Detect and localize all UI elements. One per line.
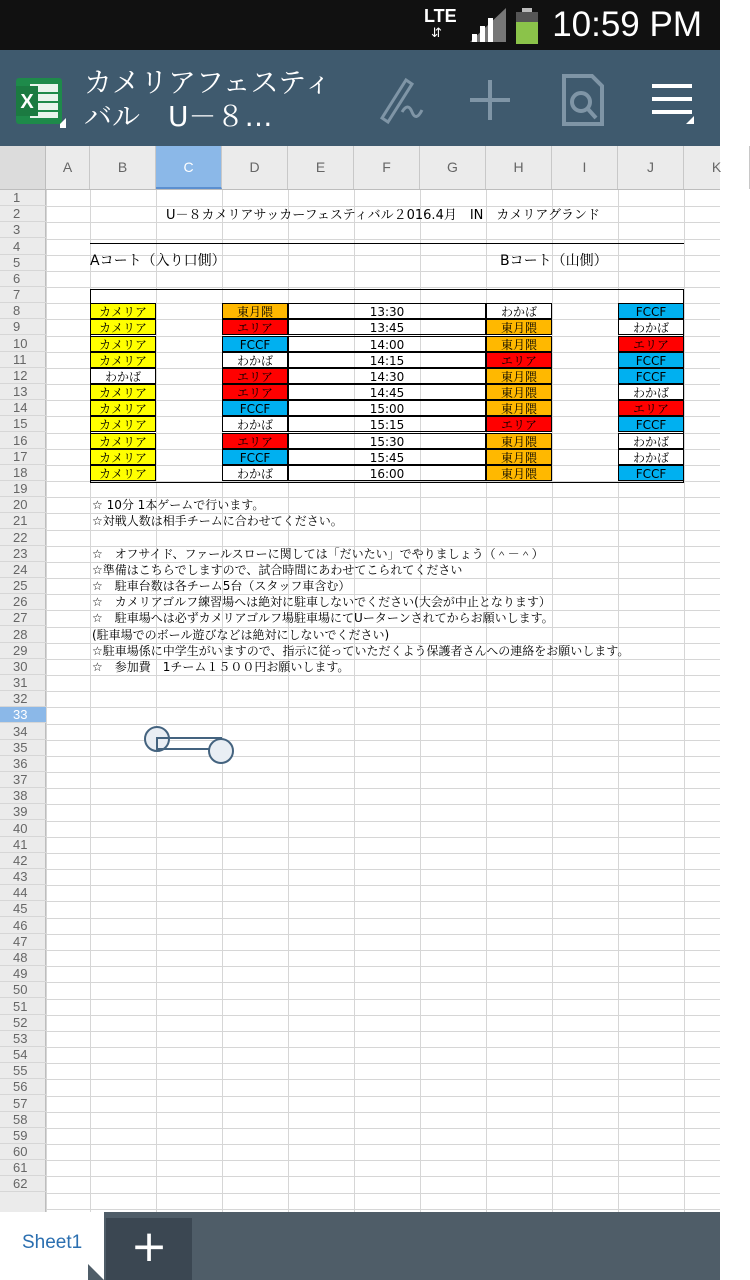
column-header-a[interactable]: A (46, 146, 90, 189)
row-header-15[interactable]: 15 (0, 416, 46, 432)
column-header-f[interactable]: F (354, 146, 420, 189)
row-header-25[interactable]: 25 (0, 578, 46, 594)
row-header-57[interactable]: 57 (0, 1096, 46, 1112)
row-header-46[interactable]: 46 (0, 918, 46, 934)
row-header-1[interactable]: 1 (0, 190, 46, 206)
team-cell[interactable]: カメリア (90, 465, 156, 481)
row-header-8[interactable]: 8 (0, 303, 46, 319)
column-header-j[interactable]: J (618, 146, 684, 189)
row-header-41[interactable]: 41 (0, 837, 46, 853)
data-activity-icon: ⇵ (431, 26, 442, 41)
team-cell[interactable]: エリア (222, 368, 288, 384)
column-header-i[interactable]: I (552, 146, 618, 189)
team-cell[interactable]: 東月隈 (486, 384, 552, 400)
row-header-18[interactable]: 18 (0, 465, 46, 481)
team-cell[interactable]: わかば (222, 465, 288, 481)
match-time[interactable]: 14:15 (288, 352, 486, 368)
team-cell[interactable]: エリア (222, 384, 288, 400)
team-cell[interactable]: わかば (222, 416, 288, 432)
team-cell[interactable]: 東月隈 (486, 433, 552, 449)
team-cell[interactable]: カメリア (90, 352, 156, 368)
row-header-52[interactable]: 52 (0, 1015, 46, 1031)
match-time[interactable]: 15:00 (288, 400, 486, 416)
team-cell[interactable]: カメリア (90, 400, 156, 416)
sheet-title: U－８カメリアサッカーフェスティバル２016.4月 IN カメリアグランド (165, 208, 601, 223)
svg-text:X: X (20, 91, 34, 113)
row-header-24[interactable]: 24 (0, 562, 46, 578)
network-type: LTE (424, 6, 457, 26)
row-header-55[interactable]: 55 (0, 1063, 46, 1079)
team-cell[interactable]: エリア (618, 336, 684, 352)
team-cell[interactable]: 東月隈 (486, 400, 552, 416)
team-cell[interactable]: カメリア (90, 319, 156, 335)
team-cell[interactable]: FCCF (222, 449, 288, 465)
row-header-14[interactable]: 14 (0, 400, 46, 416)
row-header-49[interactable]: 49 (0, 966, 46, 982)
team-cell[interactable]: エリア (222, 319, 288, 335)
row-header-53[interactable]: 53 (0, 1031, 46, 1047)
court-a-label: Aコート（入り口側） (90, 253, 226, 269)
team-cell[interactable]: エリア (486, 416, 552, 432)
row-header-7[interactable]: 7 (0, 287, 46, 303)
team-cell[interactable]: わかば (618, 384, 684, 400)
team-cell[interactable]: エリア (222, 433, 288, 449)
team-cell[interactable]: カメリア (90, 433, 156, 449)
team-cell[interactable]: 東月隈 (222, 303, 288, 319)
team-cell[interactable]: わかば (618, 449, 684, 465)
row-header-5[interactable]: 5 (0, 255, 46, 271)
team-cell[interactable]: エリア (618, 400, 684, 416)
row-header-23[interactable]: 23 (0, 546, 46, 562)
note-line: (駐車場でのボール遊びなどは絶対にしないでください) (92, 627, 390, 642)
row-header-10[interactable]: 10 (0, 336, 46, 352)
app-bar (0, 50, 720, 146)
team-cell[interactable]: 東月隈 (486, 319, 552, 335)
row-header-35[interactable]: 35 (0, 740, 46, 756)
column-header-e[interactable]: E (288, 146, 354, 189)
battery-icon (514, 8, 540, 44)
row-header-22[interactable]: 22 (0, 530, 46, 546)
note-line: ☆ 駐車台数は各チーム5台（スタッフ車含む） (92, 579, 351, 594)
row-header-61[interactable]: 61 (0, 1160, 46, 1176)
match-time[interactable]: 14:00 (288, 336, 486, 352)
row-header-48[interactable]: 48 (0, 950, 46, 966)
match-time[interactable]: 13:30 (288, 303, 486, 319)
team-cell[interactable]: カメリア (90, 384, 156, 400)
note-line: ☆ オフサイド、ファールスローに関しては「だいたい」でやりましょう（＾－＾） (92, 546, 544, 561)
spreadsheet-grid[interactable] (46, 190, 720, 1212)
note-line: ☆ 参加費 1チーム１５００円お願いします。 (92, 659, 350, 674)
row-header-36[interactable]: 36 (0, 756, 46, 772)
team-cell[interactable]: FCCF (618, 368, 684, 384)
row-header-2[interactable]: 2 (0, 206, 46, 222)
team-cell[interactable]: カメリア (90, 416, 156, 432)
row-header-20[interactable]: 20 (0, 497, 46, 513)
row-header-13[interactable]: 13 (0, 384, 46, 400)
row-header-27[interactable]: 27 (0, 610, 46, 626)
column-header-b[interactable]: B (90, 146, 156, 189)
row-header-28[interactable]: 28 (0, 627, 46, 643)
match-time[interactable]: 14:45 (288, 384, 486, 400)
note-line: ☆ 10分 1本ゲームで行います。 (92, 498, 265, 513)
row-header-59[interactable]: 59 (0, 1128, 46, 1144)
row-header-9[interactable]: 9 (0, 319, 46, 335)
row-header-12[interactable]: 12 (0, 368, 46, 384)
row-header-39[interactable]: 39 (0, 804, 46, 820)
row-header-29[interactable]: 29 (0, 643, 46, 659)
row-header-56[interactable]: 56 (0, 1079, 46, 1095)
match-time[interactable]: 16:00 (288, 465, 486, 481)
note-line: ☆駐車場係に中学生がいますので、指示に従っていただくよう保護者さんへの連絡をお願いします。 (92, 643, 630, 658)
selection-handle-end[interactable] (208, 738, 234, 764)
select-all-corner[interactable] (0, 146, 46, 189)
row-header-47[interactable]: 47 (0, 934, 46, 950)
team-cell[interactable]: わかば (222, 352, 288, 368)
row-header-58[interactable]: 58 (0, 1112, 46, 1128)
row-header-30[interactable]: 30 (0, 659, 46, 675)
column-header-g[interactable]: G (420, 146, 486, 189)
row-header-19[interactable]: 19 (0, 481, 46, 497)
row-header-11[interactable]: 11 (0, 352, 46, 368)
row-header-51[interactable]: 51 (0, 999, 46, 1015)
row-header-54[interactable]: 54 (0, 1047, 46, 1063)
sheet-tab-bar (0, 1212, 720, 1280)
court-b-label: Bコート（山側） (500, 253, 608, 269)
menu-icon[interactable] (648, 72, 704, 128)
team-cell[interactable]: わかば (90, 368, 156, 384)
row-header-50[interactable]: 50 (0, 982, 46, 998)
column-header-c[interactable]: C (156, 146, 222, 189)
row-header-42[interactable]: 42 (0, 853, 46, 869)
row-header-34[interactable]: 34 (0, 724, 46, 740)
row-header (0, 190, 46, 1212)
clock: 10:59 PM (552, 5, 702, 44)
row-header-31[interactable]: 31 (0, 675, 46, 691)
row-header-21[interactable]: 21 (0, 513, 46, 529)
row-header-3[interactable]: 3 (0, 222, 46, 238)
pen-icon[interactable] (372, 72, 428, 128)
row-header-4[interactable]: 4 (0, 239, 46, 255)
team-cell[interactable]: わかば (486, 303, 552, 319)
sheet-tab-fold (88, 1264, 104, 1280)
row-header-43[interactable]: 43 (0, 869, 46, 885)
note-line: ☆ 駐車場へは必ずカメリアゴルフ場駐車場にてUーターンされてからお願いします。 (92, 611, 554, 626)
row-header-38[interactable]: 38 (0, 788, 46, 804)
sheet-tab-sheet1[interactable]: Sheet1 (0, 1212, 104, 1280)
row-header-60[interactable]: 60 (0, 1144, 46, 1160)
team-cell[interactable]: わかば (618, 433, 684, 449)
team-cell[interactable]: 東月隈 (486, 336, 552, 352)
team-cell[interactable]: 東月隈 (486, 465, 552, 481)
team-cell[interactable]: 東月隈 (486, 368, 552, 384)
document-title[interactable]: カメリアフェスティバル U－８… (84, 66, 332, 133)
row-header-16[interactable]: 16 (0, 433, 46, 449)
note-line: ☆ カメリアゴルフ練習場へは絶対に駐車しないでください(大会が中止となります） (92, 595, 551, 610)
row-header-44[interactable]: 44 (0, 885, 46, 901)
team-cell[interactable]: わかば (618, 319, 684, 335)
row-header-45[interactable]: 45 (0, 901, 46, 917)
team-cell[interactable]: FCCF (222, 336, 288, 352)
team-cell[interactable]: FCCF (618, 416, 684, 432)
team-cell[interactable]: カメリア (90, 449, 156, 465)
add-icon[interactable] (462, 72, 518, 128)
column-header-k[interactable]: K (684, 146, 750, 189)
team-cell[interactable]: FCCF (618, 352, 684, 368)
document-search-icon[interactable] (556, 72, 612, 128)
add-sheet-button[interactable]: + (106, 1218, 192, 1280)
row-header-62[interactable]: 62 (0, 1176, 46, 1192)
match-time[interactable]: 15:45 (288, 449, 486, 465)
row-header-37[interactable]: 37 (0, 772, 46, 788)
row-header-6[interactable]: 6 (0, 271, 46, 287)
team-cell[interactable]: カメリア (90, 336, 156, 352)
note-line: ☆対戦人数は相手チームに合わせてください。 (92, 514, 343, 529)
note-line: ☆準備はこちらでしますので、試合時間にあわせてこられてください (92, 562, 463, 577)
row-header-33[interactable]: 33 (0, 707, 46, 723)
column-header-h[interactable]: H (486, 146, 552, 189)
row-header-32[interactable]: 32 (0, 691, 46, 707)
team-cell[interactable]: カメリア (90, 303, 156, 319)
excel-app-icon[interactable] (12, 74, 66, 128)
match-time[interactable]: 13:45 (288, 319, 486, 335)
row-header-17[interactable]: 17 (0, 449, 46, 465)
signal-icon (470, 8, 506, 42)
column-header (0, 146, 720, 190)
team-cell[interactable]: FCCF (618, 303, 684, 319)
match-time[interactable]: 14:30 (288, 368, 486, 384)
team-cell[interactable]: エリア (486, 352, 552, 368)
team-cell[interactable]: FCCF (222, 400, 288, 416)
row-header-40[interactable]: 40 (0, 821, 46, 837)
team-cell[interactable]: 東月隈 (486, 449, 552, 465)
status-bar (0, 0, 720, 50)
team-cell[interactable]: FCCF (618, 465, 684, 481)
match-time[interactable]: 15:30 (288, 433, 486, 449)
column-header-d[interactable]: D (222, 146, 288, 189)
row-header-26[interactable]: 26 (0, 594, 46, 610)
match-time[interactable]: 15:15 (288, 416, 486, 432)
